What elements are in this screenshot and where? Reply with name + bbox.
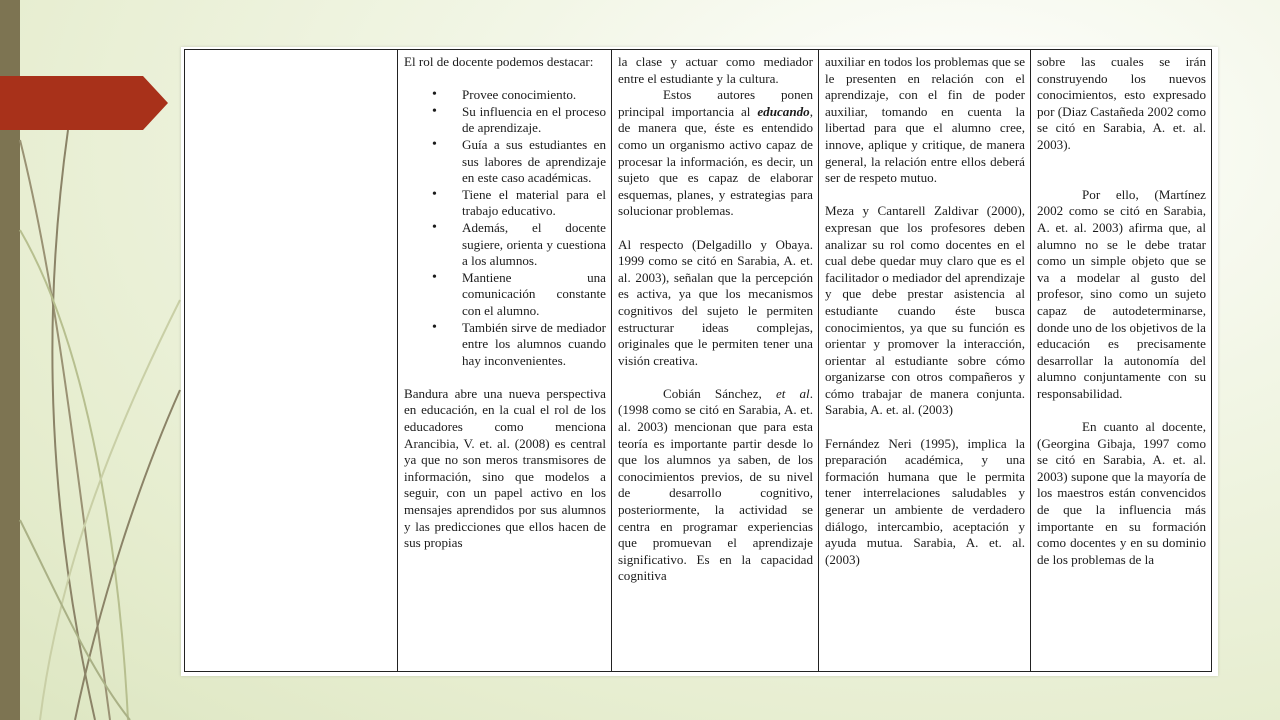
- list-item: • También sirve de mediador entre los alumnos cuando hay inconvenientes.: [462, 320, 606, 370]
- list-item: • Mantiene una comunicación constante con el alumno.: [462, 270, 606, 320]
- text-paragraph: sobre las cuales se irán construyendo los nuevos conocimientos, esto expresado por (Diaz Castañeda 2002 como se citó en Sarabia, A. et. al. 2003).: [1037, 54, 1206, 152]
- text-paragraph: Por ello, (Martínez 2002 como se citó en Sarabia, A. et. al. 2003) afirma que, al alumno no se le debe tratar como un simple objeto que se va a modelar al gusto del profesor, sino como un sujeto capaz de autodeterminarse, donde uno de los objetivos de la educación es precisamente desarrollar la autonomía del alumno conjuntamente con su responsabilidad.: [1037, 186, 1206, 401]
- title-ribbon: [0, 76, 170, 130]
- text-paragraph: Al respecto (Delgadillo y Obaya. 1999 como se citó en Sarabia, A. et. al. 2003), señalan que la percepción es activa, ya que los mecanismos cognitivos del sujeto le permiten estructurar ideas complejas, originales que le permiten tener una visión creativa.: [618, 236, 813, 368]
- text-paragraph: auxiliar en todos los problemas que se le presenten en relación con el aprendizaje, con el fin de poder auxiliar, tomando en cuenta la libertad para que el alumno cree, innove, aplique y critique, de manera general, la relación entre ellos deberá ser de respeto mutuo.: [825, 54, 1025, 186]
- text-run: . (1998 como se citó en Sarabia, A. et. al. 2003) mencionan que para esta teoría es importante partir desde lo que los alumnos ya saben, de los conocimientos previos, de su nivel de desarrollo cognitivo, posteriormente, la actividad se centra en programar experiencias que promuevan el aprendizaje significativo. Es en la capacidad cognitiva: [618, 385, 813, 584]
- text-paragraph: Bandura abre una nueva perspectiva en educación, en la cual el rol de los educadores como menciona Arancibia, V. et. al. (2008) es central ya que no son meros transmisores de información, sino que modelos a seguir, con un papel activo en los mensajes aprendidos por sus alumnos y las predicciones que ellos hacen de sus propias: [404, 385, 606, 551]
- table-empty-column: [185, 50, 397, 671]
- list-item: • Tiene el material para el trabajo educativo.: [462, 187, 606, 220]
- text-paragraph: En cuanto al docente, (Georgina Gibaja, 1997 como se citó en Sarabia, A. et. al. 2003) supone que la mayoría de los maestros están convencidos de que la influencia más importante en su formación como docentes y en su dominio de los problemas de la: [1037, 419, 1206, 567]
- text-run: , de manera que, éste es entendido como un organismo activo capaz de procesar la información, es decir, un sujeto que es capaz de elaborar esquemas, planes, y estrategias para solucionar problemas.: [618, 103, 813, 219]
- list-item: • Provee conocimiento.: [462, 87, 606, 104]
- list-item: • Además, el docente sugiere, orienta y cuestiona a los alumnos.: [462, 220, 606, 270]
- text-paragraph: [618, 386, 813, 585]
- list-item: • Su influencia en el proceso de aprendizaje.: [462, 104, 606, 137]
- bullet-list: [404, 87, 606, 369]
- emphasis-text: et al: [775, 385, 810, 401]
- table-column-2: [611, 50, 818, 671]
- text-paragraph: Meza y Cantarell Zaldivar (2000), expresan que los profesores deben analizar su rol como docentes en el cual debe quedar muy claro que es el facilitador o mediador del aprendizaje y que debe prestar asistencia al estudiante cuando éste busca conocimientos, ya que su función es orientar y promover la interacción, orientar al estudiante sobre cómo organizarse con otros compañeros y cómo trabajar de manera conjunta. Sarabia, A. et. al. (2003): [825, 203, 1025, 418]
- text-run: Estos autores ponen principal importancia al: [618, 87, 813, 119]
- text-paragraph: [618, 87, 813, 220]
- text-run: Cobián Sánchez,: [663, 385, 776, 401]
- text-paragraph: El rol de docente podemos destacar:: [404, 54, 594, 69]
- text-paragraph: la clase y actuar como mediador entre el estudiante y la cultura.: [618, 54, 813, 86]
- emphasis-text: educando: [757, 103, 810, 119]
- content-table: [181, 47, 1218, 676]
- table-column-3: [818, 50, 1030, 671]
- list-item: • Guía a sus estudiantes en sus labores de aprendizaje en este caso académicas.: [462, 137, 606, 187]
- text-paragraph: Fernández Neri (1995), implica la preparación académica, y una formación humana que le permita tener interrelaciones saludables y generar un ambiente de verdadero diálogo, intercambio, aceptación y ayuda mutua. Sarabia, A. et. al. (2003): [825, 435, 1025, 567]
- table-column-1: [397, 50, 611, 671]
- table-column-4: [1030, 50, 1211, 671]
